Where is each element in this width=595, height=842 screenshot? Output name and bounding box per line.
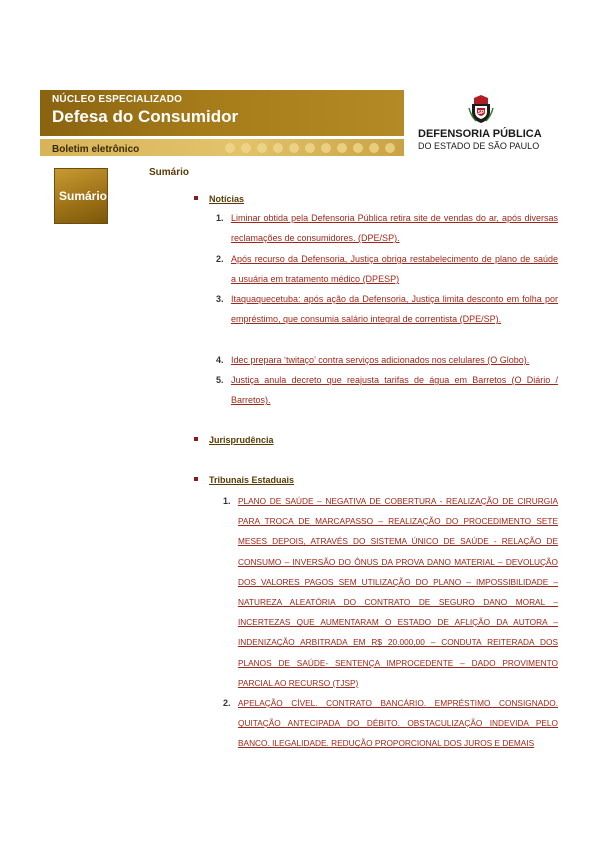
coat-of-arms-icon — [466, 94, 496, 124]
news-link[interactable]: Liminar obtida pela Defensoria Pública retira site de vendas do ar, após diversas reclamações de consumidores. (DPE/SP). — [231, 213, 558, 244]
bullet-icon — [194, 196, 198, 200]
news-link[interactable]: Justiça anula decreto que reajusta tarifas de água em Barretos (O Diário / Barretos). — [231, 375, 558, 406]
jurisprudencia-link[interactable]: Jurisprudência — [209, 435, 274, 445]
noticias-link[interactable]: Notícias — [209, 194, 245, 204]
seal-text: SP — [477, 110, 485, 116]
item-number: 3. — [216, 294, 224, 304]
banner-bulletin-bar — [40, 139, 404, 156]
news-link[interactable]: Itaquaquecetuba: após ação da Defensoria, Justiça limita desconto em folha por empréstimo, que consumia salário integral de correntista (DPE/SP). — [231, 294, 558, 325]
logo-name: DEFENSORIA PÚBLICA — [418, 128, 542, 140]
header-banner — [40, 90, 404, 156]
bullet-icon — [194, 437, 198, 441]
item-number: 4. — [216, 355, 224, 365]
item-number: 1. — [216, 213, 224, 223]
banner-subtitle: NÚCLEO ESPECIALIZADO — [52, 94, 183, 105]
sumario-tile — [54, 168, 108, 224]
item-number: 5. — [216, 375, 224, 385]
news-link[interactable]: Após recurso da Defensoria, Justiça obriga restabelecimento de plano de saúde a usuária em tratamento médico (DPESP) — [231, 254, 558, 285]
case-link[interactable]: PLANO DE SAÚDE – NEGATIVA DE COBERTURA - REALIZAÇÃO DE CIRURGIA PARA TROCA DE MARCAPASSO – REALIZAÇÃO DO PROCEDIMENTO SETE MESES DEPOIS, ATRAVÉS DO SISTEMA ÚNICO DE SAÚDE - RELAÇÃO DE CONSUMO – INVERSÃO DO ÔNUS DA PROVA DANO MATERIAL – DEVOLUÇÃO DOS VALORES PAGOS SEM UTILIZAÇÃO DO PLANO – IMPOSSIBILIDADE – NATUREZA ALEATÓRIA DO CONTRATO DE SEGURO DANO MORAL – INCERTEZAS QUE AUMENTARAM O ESTADO DE AFLIÇÃO DA AUTORA – INDENIZAÇÃO ARBITRADA EM R$ 20.000,00 – CONDUTA REITERADA DOS PLANOS DE SAÚDE- SENTENÇA IMPROCEDENTE – DADO PROVIMENTO PARCIAL AO RECURSO (TJSP) — [238, 496, 558, 688]
tribunais-estaduais-link[interactable]: Tribunais Estaduais — [209, 475, 295, 485]
item-number: 1. — [223, 496, 231, 506]
bullet-icon — [194, 477, 198, 481]
case-link[interactable]: APELAÇÃO CÍVEL. CONTRATO BANCÁRIO. EMPRÉSTIMO CONSIGNADO. QUITAÇÃO ANTECIPADA DO DÉBITO. OBSTACULIZAÇÃO INDEVIDA PELO BANCO. ILEGALIDADE. REDUÇÃO PROPORCIONAL DOS JUROS E DEMAIS — [238, 698, 558, 749]
sumario-tile-label: Sumário — [59, 189, 108, 203]
news-link[interactable]: Idec prepara ‘twitaço’ contra serviços adicionados nos celulares (O Globo). — [231, 355, 530, 365]
logo-subtitle: DO ESTADO DE SÃO PAULO — [418, 141, 540, 151]
item-number: 2. — [216, 254, 224, 264]
banner-title-area — [40, 90, 404, 136]
defensoria-logo — [418, 94, 542, 156]
item-number: 2. — [223, 698, 231, 708]
banner-title: Defesa do Consumidor — [52, 107, 239, 126]
sumario-heading: Sumário — [149, 167, 190, 178]
bulletin-label: Boletim eletrônico — [52, 144, 140, 155]
decorative-dots — [225, 139, 395, 156]
